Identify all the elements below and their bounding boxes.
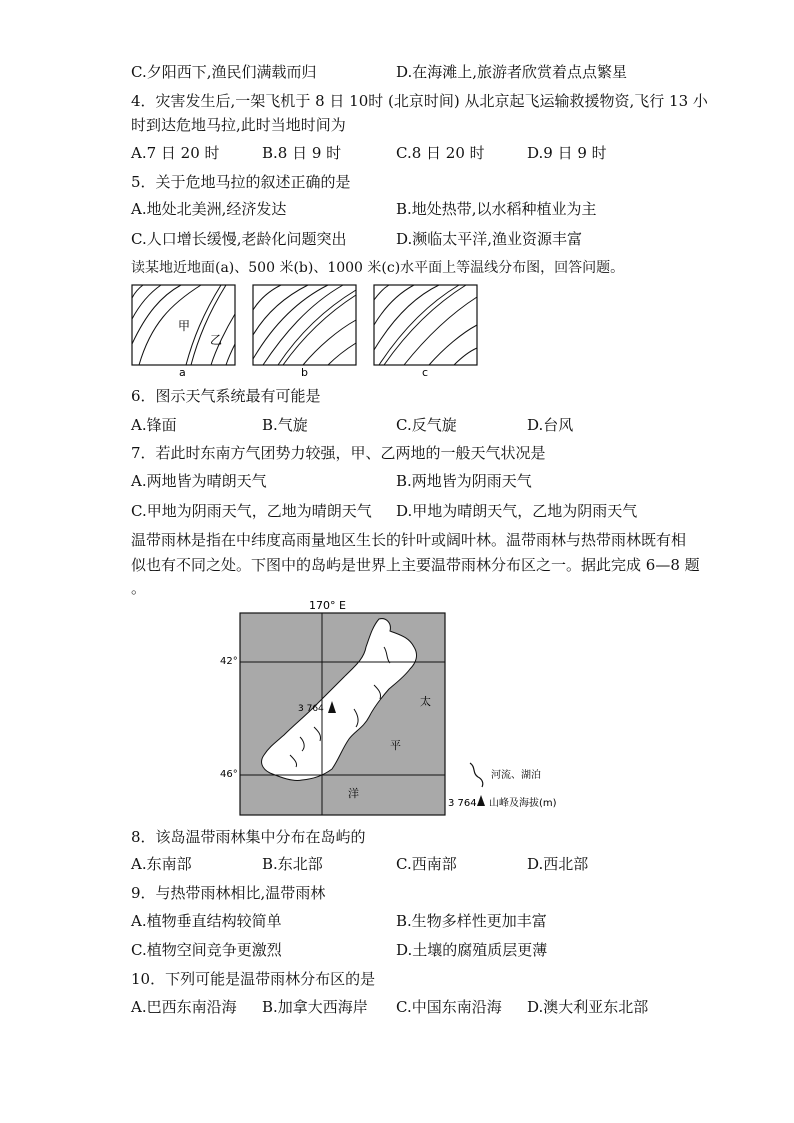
q6-option-b: B.气旋 (262, 416, 308, 434)
q6-option-a: A.锋面 (131, 416, 177, 434)
q3-option-d: D.在海滩上,旅游者欣赏着点点繁星 (396, 63, 628, 81)
q10-option-d: D.澳大利亚东北部 (527, 998, 649, 1016)
q7-option-a: A.两地皆为晴朗天气 (131, 472, 267, 490)
q9-option-b: B.生物多样性更加丰富 (396, 912, 547, 930)
jia-label: 甲 (178, 319, 191, 333)
isotherm-figure (131, 284, 481, 378)
q8-option-a: A.东南部 (131, 855, 192, 873)
q9-option-d: D.土壤的腐殖质层更薄 (396, 941, 548, 959)
q8-option-b: B.东北部 (262, 855, 323, 873)
q4-option-c: C.8 日 20 时 (396, 144, 485, 162)
panel-a-label: a (179, 366, 186, 378)
q8-stem: 8．该岛温带雨林集中分布在岛屿的 (131, 828, 366, 846)
rainforest-intro-line1: 温带雨林是指在中纬度高雨量地区生长的针叶或阔叶林。温带雨林与热带雨林既有相 (131, 531, 687, 549)
q6-option-c: C.反气旋 (396, 416, 457, 434)
q6-option-d: D.台风 (527, 416, 574, 434)
q4-option-b: B.8 日 9 时 (262, 144, 342, 162)
legend-peak-icon (477, 795, 485, 806)
isotherm-panel-a (132, 285, 235, 378)
q5-option-b: B.地处热带,以水稻种植业为主 (396, 200, 597, 218)
isotherm-intro: 读某地近地面(a)、500 米(b)、1000 米(c)水平面上等温线分布图，回答问题。 (131, 260, 625, 276)
q5-option-a: A.地处北美洲,经济发达 (131, 200, 287, 218)
q7-option-d: D.甲地为晴朗天气，乙地为阴雨天气 (396, 502, 638, 520)
lat-42-label: 42° (220, 656, 238, 667)
q10-stem: 10．下列可能是温带雨林分布区的是 (131, 970, 376, 988)
legend-peak-label: 山峰及海拔(m) (489, 798, 557, 809)
q9-option-c: C.植物空间竞争更激烈 (131, 941, 282, 959)
lat-46-label: 46° (220, 769, 238, 780)
legend-peak-value: 3 764 (448, 798, 477, 809)
longitude-label: 170° E (309, 599, 346, 612)
q7-stem: 7．若此时东南方气团势力较强，甲、乙两地的一般天气状况是 (131, 444, 546, 462)
isotherm-panel-b (253, 285, 356, 378)
q8-option-c: C.西南部 (396, 855, 457, 873)
q5-option-c: C.人口增长缓慢,老龄化问题突出 (131, 230, 347, 248)
q7-option-b: B.两地皆为阴雨天气 (396, 472, 532, 490)
q9-option-a: A.植物垂直结构较简单 (131, 912, 282, 930)
q10-option-a: A.巴西东南沿海 (131, 998, 237, 1016)
island-map (214, 597, 564, 823)
q10-option-b: B.加拿大西海岸 (262, 998, 368, 1016)
q9-stem: 9．与热带雨林相比,温带雨林 (131, 884, 326, 902)
q5-option-d: D.濒临太平洋,渔业资源丰富 (396, 230, 583, 248)
isotherm-panel-c (374, 285, 477, 378)
ocean-char-ping: 平 (390, 739, 401, 752)
q10-option-c: C.中国东南沿海 (396, 998, 502, 1016)
q6-stem: 6．图示天气系统最有可能是 (131, 387, 321, 405)
panel-b-label: b (301, 366, 308, 378)
river-legend-icon (470, 763, 483, 787)
q8-option-d: D.西北部 (527, 855, 589, 873)
q4-option-d: D.9 日 9 时 (527, 144, 607, 162)
q4-stem-line1: 4．灾害发生后,一架飞机于 8 日 10时 (北京时间) 从北京起飞运输救援物资,飞行 13 小 (131, 92, 708, 110)
panel-c-label: c (422, 366, 429, 378)
peak-label: 3 764 (298, 704, 324, 714)
rainforest-intro-line2: 似也有不同之处。下图中的岛屿是世界上主要温带雨林分布区之一。据此完成 6—8 题 (131, 556, 700, 574)
yi-label: 乙 (210, 333, 223, 347)
q4-option-a: A.7 日 20 时 (131, 144, 220, 162)
ocean-char-tai: 太 (420, 695, 431, 708)
q3-option-c: C.夕阳西下,渔民们满载而归 (131, 63, 317, 81)
q5-stem: 5．关于危地马拉的叙述正确的是 (131, 173, 351, 191)
rainforest-intro-line3: 。 (131, 579, 147, 597)
q4-stem-line2: 时到达危地马拉,此时当地时间为 (131, 116, 346, 134)
legend-river-label: 河流、湖泊 (491, 770, 541, 781)
q7-option-c: C.甲地为阴雨天气，乙地为晴朗天气 (131, 502, 372, 520)
ocean-char-yang: 洋 (348, 787, 359, 800)
